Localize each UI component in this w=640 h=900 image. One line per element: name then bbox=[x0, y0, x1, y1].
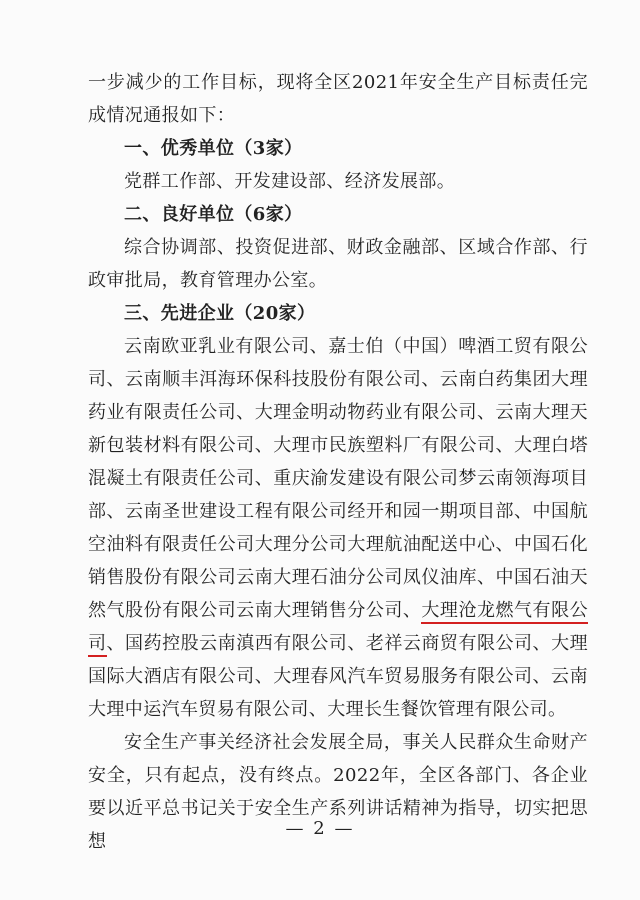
section-body-advanced-enterprises bbox=[88, 330, 588, 726]
intro-paragraph: 一步减少的工作目标，现将全区2021年安全生产目标责任完成情况通报如下： bbox=[88, 72, 588, 126]
enterprise-list-part-2: 、国药控股云南滇西有限公司、老祥云商贸有限公司、大理国际大酒店有限公司、大理春风汽车贸易服务有限公司、云南大理中运汽车贸易有限公司、大理长生餐饮管理有限公司。 bbox=[88, 633, 588, 720]
enterprise-list-part-1: 云南欧亚乳业有限公司、嘉士伯（中国）啤酒工贸有限公司、云南顺丰洱海环保科技股份有限公司、云南白药集团大理药业有限责任公司、大理金明动物药业有限公司、云南大理天新包装材料有限公司、大理市民族塑料厂有限公司、大理白塔混凝土有限责任公司、重庆渝发建设有限公司梦云南领海项目部、云南圣世建设工程有限公司经开和园一期项目部、中国航空油料有限责任公司大理分公司大理航油配送中心、中国石化销售股份有限公司云南大理石油分公司凤仪油库、中国石油天然气股份有限公司云南大理销售分公司、 bbox=[88, 336, 588, 621]
underlined-company-name: 大理沧龙燃气有限公司 bbox=[88, 600, 588, 657]
section-heading-excellent-units: 一、优秀单位（3家） bbox=[124, 138, 303, 159]
section-body-good-units: 综合协调部、投资促进部、财政金融部、区域合作部、行政审批局，教育管理办公室。 bbox=[88, 237, 588, 291]
closing-paragraph: 安全生产事关经济社会发展全局，事关人民群众生命财产安全，只有起点，没有终点。2022年，全区各部门、各企业要以近平总书记关于安全生产系列讲话精神为指导，切实把思想 bbox=[88, 732, 588, 852]
page-number: — 2 — bbox=[285, 818, 355, 839]
section-body-excellent-units: 党群工作部、开发建设部、经济发展部。 bbox=[124, 171, 456, 192]
section-heading-good-units: 二、良好单位（6家） bbox=[124, 204, 303, 225]
document-body bbox=[88, 66, 588, 858]
section-heading-advanced-enterprises: 三、先进企业（20家） bbox=[124, 303, 316, 324]
